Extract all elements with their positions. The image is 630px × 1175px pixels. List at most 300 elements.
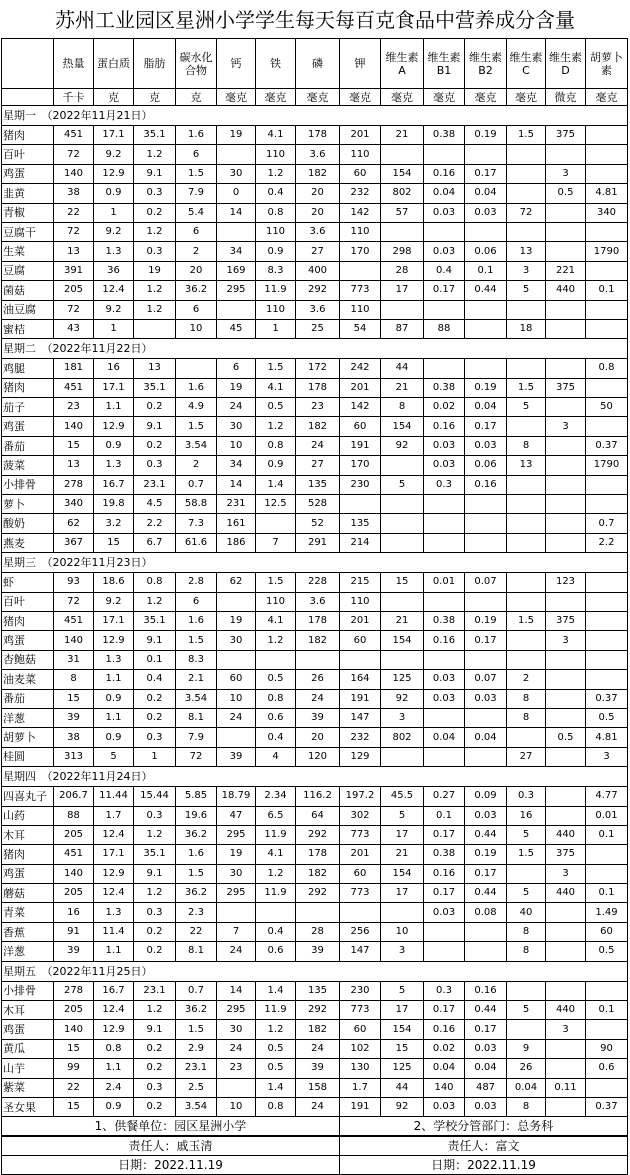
nutrient-value: 110	[256, 592, 296, 611]
nutrient-value	[424, 533, 465, 552]
nutrient-value: 9.2	[94, 300, 134, 319]
nutrient-value: 8	[54, 670, 94, 689]
nutrient-value	[507, 222, 546, 241]
nutrient-value: 0.6	[586, 1059, 628, 1078]
nutrient-value: 18	[507, 319, 546, 338]
nutrient-value: 54	[340, 319, 381, 338]
footer-left: 日期：2022.11.19	[2, 1155, 340, 1174]
food-name: 木耳	[2, 825, 54, 844]
food-name: 燕麦	[2, 533, 54, 552]
nutrient-value: 15	[94, 533, 134, 552]
nutrient-value: 16	[94, 359, 134, 378]
nutrient-value: 201	[340, 378, 381, 397]
nutrient-value: 1	[94, 203, 134, 222]
nutrient-value: 0.38	[424, 611, 465, 630]
nutrient-value: 24	[296, 1039, 340, 1058]
nutrient-value: 27	[296, 242, 340, 261]
nutrient-value: 0.4	[256, 184, 296, 203]
nutrient-value	[507, 495, 546, 514]
nutrient-value: 2.34	[256, 787, 296, 806]
nutrient-value: 12.9	[94, 164, 134, 183]
nutrient-value	[546, 1097, 586, 1116]
nutrient-value: 36.2	[176, 825, 217, 844]
nutrient-value: 35.1	[134, 611, 176, 630]
nutrient-value: 20	[176, 261, 217, 280]
nutrient-value: 116.2	[296, 787, 340, 806]
nutrient-value: 278	[54, 981, 94, 1000]
nutrient-value: 169	[217, 261, 256, 280]
nutrient-value	[217, 592, 256, 611]
nutrient-value	[546, 689, 586, 708]
table-row	[2, 495, 628, 514]
nutrient-value	[507, 592, 546, 611]
nutrient-value: 9.2	[94, 222, 134, 241]
nutrient-value	[546, 708, 586, 727]
food-name: 四喜丸子	[2, 787, 54, 806]
nutrient-value: 231	[217, 495, 256, 514]
nutrient-value: 0.38	[424, 845, 465, 864]
nutrient-value: 140	[54, 631, 94, 650]
nutrient-value: 773	[340, 281, 381, 300]
nutrient-value	[465, 495, 507, 514]
nutrient-value: 92	[381, 689, 424, 708]
nutrient-value: 7.9	[176, 184, 217, 203]
nutrient-value: 147	[340, 708, 381, 727]
nutrient-value: 13	[54, 456, 94, 475]
nutrient-value: 26	[507, 1059, 546, 1078]
nutrient-value: 11.9	[256, 1001, 296, 1020]
nutrient-value	[546, 145, 586, 164]
table-row	[2, 1078, 628, 1097]
table-row	[2, 1097, 628, 1116]
nutrient-value: 3	[546, 417, 586, 436]
nutrient-value: 88	[54, 806, 94, 825]
food-name: 洋葱	[2, 942, 54, 961]
food-name: 油豆腐	[2, 300, 54, 319]
nutrient-value: 7	[256, 533, 296, 552]
nutrient-value: 0.03	[465, 436, 507, 455]
nutrient-value: 375	[546, 845, 586, 864]
nutrient-value: 44	[381, 1078, 424, 1097]
nutrient-value: 3.54	[176, 689, 217, 708]
nutrient-value: 154	[381, 417, 424, 436]
nutrient-value: 0.2	[134, 398, 176, 417]
nutrient-value: 182	[296, 1020, 340, 1039]
unit-cell: 毫克	[381, 89, 424, 106]
nutrient-value: 1.6	[176, 845, 217, 864]
nutrient-value: 5	[507, 281, 546, 300]
nutrient-value: 3	[546, 631, 586, 650]
nutrient-value: 31	[54, 650, 94, 669]
nutrient-value: 1.7	[94, 806, 134, 825]
nutrient-value: 24	[296, 689, 340, 708]
nutrient-value: 0.16	[424, 864, 465, 883]
table-row	[2, 514, 628, 533]
nutrient-value: 0.19	[465, 611, 507, 630]
nutrient-value: 9.1	[134, 631, 176, 650]
nutrient-value	[586, 319, 628, 338]
nutrient-value: 110	[256, 300, 296, 319]
table-row	[2, 203, 628, 222]
nutrient-value: 8.3	[176, 650, 217, 669]
nutrient-value: 24	[217, 1039, 256, 1058]
nutrient-value: 72	[54, 592, 94, 611]
nutrient-value	[381, 533, 424, 552]
nutrient-value: 7.9	[176, 728, 217, 747]
unit-cell: 毫克	[424, 89, 465, 106]
table-row	[2, 475, 628, 494]
nutrient-value: 528	[296, 495, 340, 514]
nutrient-value: 10	[217, 436, 256, 455]
nutrient-value: 451	[54, 126, 94, 145]
nutrient-value: 12.4	[94, 281, 134, 300]
nutrient-value: 140	[54, 417, 94, 436]
table-body	[2, 39, 628, 1175]
nutrient-value: 0	[217, 184, 256, 203]
nutrient-value: 1.2	[134, 884, 176, 903]
nutrient-value: 22	[54, 1078, 94, 1097]
column-header: 脂肪	[134, 39, 176, 89]
nutrient-value: 0.44	[465, 884, 507, 903]
nutrient-value: 0.2	[134, 1097, 176, 1116]
nutrient-value: 1.1	[94, 942, 134, 961]
nutrient-value: 1.2	[134, 300, 176, 319]
nutrient-value: 1.5	[507, 378, 546, 397]
nutrient-value: 88	[424, 319, 465, 338]
sheet-title: 苏州工业园区星洲小学学生每天每百克食品中营养成分含量	[55, 8, 575, 32]
nutrient-value: 19	[217, 611, 256, 630]
nutrient-value: 0.03	[465, 1039, 507, 1058]
nutrient-value: 11.9	[256, 884, 296, 903]
nutrient-value	[586, 378, 628, 397]
nutrient-value: 26	[296, 670, 340, 689]
food-name: 百叶	[2, 592, 54, 611]
nutrient-value: 8	[507, 436, 546, 455]
nutrient-value: 0.6	[256, 942, 296, 961]
nutrient-value	[340, 261, 381, 280]
day-label: 星期三 （2022年11月23日）	[2, 553, 628, 573]
nutrient-value: 123	[546, 573, 586, 592]
nutrient-value: 4	[256, 747, 296, 766]
nutrient-value: 4.1	[256, 845, 296, 864]
food-name: 生菜	[2, 242, 54, 261]
nutrient-value: 3	[546, 864, 586, 883]
nutrient-value: 0.03	[424, 242, 465, 261]
table-row	[2, 728, 628, 747]
nutrient-value	[546, 1059, 586, 1078]
nutrient-value: 1.1	[94, 708, 134, 727]
nutrient-value: 5	[381, 806, 424, 825]
table-row	[2, 573, 628, 592]
nutrient-value	[465, 650, 507, 669]
nutrient-value	[465, 942, 507, 961]
nutrient-value: 0.5	[256, 1039, 296, 1058]
nutrient-value	[586, 845, 628, 864]
nutrient-value: 6	[176, 592, 217, 611]
nutrient-value: 375	[546, 611, 586, 630]
food-name: 木耳	[2, 1001, 54, 1020]
nutrient-value: 0.44	[465, 825, 507, 844]
nutrient-value: 7.3	[176, 514, 217, 533]
nutrient-value: 201	[340, 845, 381, 864]
nutrient-value: 0.04	[465, 184, 507, 203]
nutrient-value: 110	[340, 145, 381, 164]
nutrient-value: 0.04	[465, 1059, 507, 1078]
nutrient-value: 45.5	[381, 787, 424, 806]
nutrient-value: 2.4	[94, 1078, 134, 1097]
nutrient-value: 0.03	[424, 203, 465, 222]
nutrient-value	[546, 359, 586, 378]
nutrient-value: 125	[381, 1059, 424, 1078]
nutrient-value: 0.5	[546, 184, 586, 203]
nutrient-value: 3.6	[296, 145, 340, 164]
nutrient-value	[256, 514, 296, 533]
nutrient-value: 0.06	[465, 456, 507, 475]
nutrient-value: 110	[340, 222, 381, 241]
nutrient-value: 39	[296, 708, 340, 727]
food-name: 番茄	[2, 436, 54, 455]
nutrient-value: 3	[381, 942, 424, 961]
nutrient-value: 11.9	[256, 281, 296, 300]
day-header-row	[2, 106, 628, 126]
nutrient-value: 23.1	[176, 1059, 217, 1078]
nutrient-value: 17.1	[94, 845, 134, 864]
footer-row	[2, 1117, 628, 1136]
nutrient-value	[546, 1039, 586, 1058]
nutrient-value: 0.07	[465, 670, 507, 689]
nutrient-value: 140	[54, 1020, 94, 1039]
nutrient-value	[424, 592, 465, 611]
nutrient-value: 4.81	[586, 184, 628, 203]
food-name: 番茄	[2, 689, 54, 708]
nutrition-table	[1, 38, 628, 1175]
nutrient-value: 58.8	[176, 495, 217, 514]
nutrient-value: 1.1	[94, 398, 134, 417]
nutrient-value: 15	[381, 573, 424, 592]
nutrient-value	[507, 417, 546, 436]
nutrient-value: 35.1	[134, 126, 176, 145]
food-name: 猪肉	[2, 845, 54, 864]
nutrient-value: 35.1	[134, 378, 176, 397]
nutrient-value: 1.5	[507, 611, 546, 630]
table-row	[2, 261, 628, 280]
nutrient-value: 72	[54, 222, 94, 241]
nutrient-value: 9.1	[134, 417, 176, 436]
nutrient-value: 1.6	[176, 378, 217, 397]
nutrient-value: 1.2	[256, 1020, 296, 1039]
nutrient-value	[340, 903, 381, 922]
nutrient-value: 12.4	[94, 825, 134, 844]
nutrient-value: 170	[340, 242, 381, 261]
column-header: 维生素B1	[424, 39, 465, 89]
nutrient-value: 292	[296, 825, 340, 844]
nutrient-value: 16	[507, 806, 546, 825]
nutrient-value: 3.6	[296, 592, 340, 611]
nutrient-value	[424, 359, 465, 378]
nutrient-value: 60	[340, 164, 381, 183]
nutrient-value	[381, 300, 424, 319]
nutrient-value: 12.5	[256, 495, 296, 514]
nutrient-value: 0.03	[465, 806, 507, 825]
footer-right: 日期：2022.11.19	[340, 1155, 628, 1174]
table-row	[2, 611, 628, 630]
nutrient-value: 400	[296, 261, 340, 280]
nutrient-value: 28	[381, 261, 424, 280]
nutrient-value: 14	[217, 203, 256, 222]
nutrient-value	[217, 222, 256, 241]
food-name: 鸡蛋	[2, 1020, 54, 1039]
nutrient-value: 298	[381, 242, 424, 261]
nutrient-value: 0.8	[256, 1097, 296, 1116]
nutrient-value: 340	[586, 203, 628, 222]
nutrient-value: 1	[256, 319, 296, 338]
nutrient-value: 0.6	[256, 708, 296, 727]
food-name: 猪肉	[2, 611, 54, 630]
nutrient-value	[256, 903, 296, 922]
food-name: 山芋	[2, 1059, 54, 1078]
nutrient-value	[296, 650, 340, 669]
nutrient-value: 201	[340, 126, 381, 145]
nutrient-value	[507, 981, 546, 1000]
unit-cell: 毫克	[217, 89, 256, 106]
food-name: 青菜	[2, 903, 54, 922]
nutrient-value: 3.54	[176, 436, 217, 455]
food-name: 蜜桔	[2, 319, 54, 338]
column-header: 碳水化合物	[176, 39, 217, 89]
nutrient-value: 0.7	[176, 475, 217, 494]
nutrient-value: 0.17	[465, 631, 507, 650]
nutrient-value: 0.9	[94, 184, 134, 203]
nutrient-value: 8	[507, 1097, 546, 1116]
nutrient-value: 0.9	[94, 436, 134, 455]
nutrient-value: 17	[381, 1001, 424, 1020]
nutrient-value: 142	[340, 398, 381, 417]
nutrient-value: 9.1	[134, 864, 176, 883]
nutrient-value: 147	[340, 942, 381, 961]
nutrient-value: 0.3	[134, 903, 176, 922]
nutrient-value	[465, 747, 507, 766]
nutrient-value: 2	[176, 242, 217, 261]
nutrient-value: 292	[296, 1001, 340, 1020]
nutrient-value: 0.16	[424, 1020, 465, 1039]
nutrient-value: 23.1	[134, 981, 176, 1000]
nutrient-value: 0.8	[94, 1039, 134, 1058]
nutrient-value: 6.7	[134, 533, 176, 552]
nutrient-value	[546, 398, 586, 417]
nutrient-value: 0.5	[546, 728, 586, 747]
nutrient-value: 178	[296, 845, 340, 864]
nutrient-value: 21	[381, 845, 424, 864]
table-row	[2, 164, 628, 183]
nutrient-value: 34	[217, 242, 256, 261]
nutrient-value: 3	[507, 261, 546, 280]
nutrient-value: 0.8	[134, 573, 176, 592]
nutrient-value: 4.77	[586, 787, 628, 806]
nutrient-value: 256	[340, 922, 381, 941]
nutrient-value: 13	[134, 359, 176, 378]
unit-corner-cell	[2, 89, 54, 106]
nutrient-value	[424, 650, 465, 669]
nutrient-value	[546, 514, 586, 533]
nutrient-value: 0.4	[256, 922, 296, 941]
nutrient-value: 1.2	[134, 145, 176, 164]
nutrient-value: 120	[296, 747, 340, 766]
nutrient-value	[424, 222, 465, 241]
unit-cell: 毫克	[296, 89, 340, 106]
food-name: 洋葱	[2, 708, 54, 727]
column-header: 磷	[296, 39, 340, 89]
footer-left: 1、供餐单位：园区星洲小学	[2, 1117, 340, 1136]
nutrient-value: 1.49	[586, 903, 628, 922]
nutrient-value: 1.3	[94, 456, 134, 475]
nutrient-value: 39	[54, 942, 94, 961]
nutrient-value: 170	[340, 456, 381, 475]
nutrient-value: 43	[54, 319, 94, 338]
nutrient-value: 10	[381, 922, 424, 941]
nutrient-value: 0.04	[507, 1078, 546, 1097]
nutrient-value: 773	[340, 884, 381, 903]
food-name: 胡萝卜	[2, 728, 54, 747]
nutrient-value	[586, 592, 628, 611]
nutrient-value: 142	[340, 203, 381, 222]
nutrient-value	[507, 475, 546, 494]
nutrient-value: 18.6	[94, 573, 134, 592]
nutrient-value: 5	[507, 825, 546, 844]
unit-cell: 毫克	[507, 89, 546, 106]
nutrient-value: 4.81	[586, 728, 628, 747]
food-name: 茄子	[2, 398, 54, 417]
nutrient-value: 205	[54, 1001, 94, 1020]
nutrient-value: 1.5	[176, 164, 217, 183]
nutrient-value: 340	[54, 495, 94, 514]
nutrient-value	[465, 359, 507, 378]
nutrient-value: 20	[296, 728, 340, 747]
nutrient-value: 0.04	[424, 184, 465, 203]
nutrient-value: 0.1	[586, 825, 628, 844]
nutrient-value	[507, 300, 546, 319]
nutrient-value: 0.3	[134, 728, 176, 747]
nutrient-value: 154	[381, 164, 424, 183]
unit-cell: 毫克	[340, 89, 381, 106]
nutrient-value	[465, 708, 507, 727]
table-row	[2, 631, 628, 650]
nutrient-value: 140	[54, 864, 94, 883]
nutrient-value: 62	[54, 514, 94, 533]
nutrient-value: 91	[54, 922, 94, 941]
nutrient-value: 28	[296, 922, 340, 941]
nutrient-value: 4.1	[256, 611, 296, 630]
table-row	[2, 398, 628, 417]
nutrient-value: 36.2	[176, 281, 217, 300]
nutrient-value: 13	[54, 242, 94, 261]
nutrient-value: 1790	[586, 456, 628, 475]
nutrient-value	[546, 222, 586, 241]
nutrient-value: 292	[296, 884, 340, 903]
nutrient-value: 0.1	[586, 281, 628, 300]
nutrient-value: 178	[296, 126, 340, 145]
nutrient-value	[546, 903, 586, 922]
nutrient-value: 19	[134, 261, 176, 280]
nutrient-value: 92	[381, 1097, 424, 1116]
food-name: 桂圆	[2, 747, 54, 766]
table-row	[2, 281, 628, 300]
nutrient-value: 110	[256, 222, 296, 241]
nutrient-value: 1.2	[134, 1001, 176, 1020]
nutrient-value: 5	[381, 981, 424, 1000]
table-row	[2, 126, 628, 145]
nutrient-value: 182	[296, 417, 340, 436]
nutrient-value: 0.9	[256, 242, 296, 261]
